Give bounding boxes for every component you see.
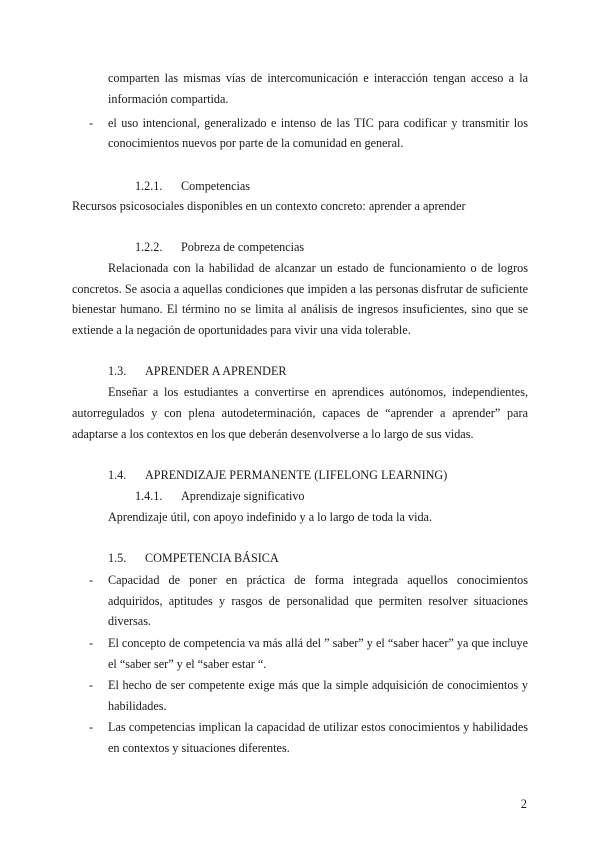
bullet-marker: - xyxy=(89,720,94,734)
paragraph-line: extiende a la negación de oportunidades para vivir una vida tolerable. xyxy=(72,323,411,337)
section-number: 1.3. xyxy=(108,364,127,378)
bullet-text-line3: diversas. xyxy=(108,614,151,628)
paragraph-line: autorregulados y con plena autodeterminación, capaces de “aprender a aprender” para xyxy=(72,406,528,420)
paragraph-line: concretos. Se asocia a aquellas condiciones que impiden a las personas disfrutar de suficiente xyxy=(72,282,528,296)
bullet-marker: - xyxy=(89,573,94,587)
section-title: APRENDIZAJE PERMANENTE (LIFELONG LEARNING) xyxy=(145,468,448,482)
bullet-text-line1: Capacidad de poner en práctica de forma integrada aquellos conocimientos xyxy=(108,573,528,587)
paragraph-continuation-line2: información compartida. xyxy=(108,92,229,106)
section-title: Aprendizaje significativo xyxy=(181,489,305,503)
section-heading-1-5 xyxy=(108,548,279,569)
section-heading-1-3 xyxy=(108,361,287,382)
section-number: 1.2.1. xyxy=(135,179,163,193)
paragraph-line: Enseñar a los estudiantes a convertirse en aprendices autónomos, independientes, xyxy=(108,385,528,399)
page-number: 2 xyxy=(520,797,527,811)
section-text-1-4-1: Aprendizaje útil, con apoyo indefinido y a lo largo de toda la vida. xyxy=(108,510,433,524)
bullet-marker: - xyxy=(89,678,94,692)
section-heading-1-2-2 xyxy=(135,237,304,258)
section-number: 1.4.1. xyxy=(135,489,163,503)
bullet-text-line2: el “saber ser” y el “saber estar “. xyxy=(108,657,267,671)
bullet-text-line2: adquiridos, aptitudes y rasgos de personalidad que permiten resolver situaciones xyxy=(108,594,528,608)
bullet-text-line1: El concepto de competencia va más allá del ” saber” y el “saber hacer” ya que incluye xyxy=(108,636,528,650)
section-title: Pobreza de competencias xyxy=(181,240,305,254)
section-number: 1.5. xyxy=(108,551,127,565)
section-title: APRENDER A APRENDER xyxy=(145,364,287,378)
bullet-text-line2: habilidades. xyxy=(108,699,167,713)
bullet-text-line2: en contextos y situaciones diferentes. xyxy=(108,741,290,755)
section-heading-1-4 xyxy=(108,465,447,486)
section-number: 1.2.2. xyxy=(135,240,163,254)
bullet-text-line1: El hecho de ser competente exige más que la simple adquisición de conocimientos y xyxy=(108,678,528,692)
bullet-text-line1: el uso intencional, generalizado e intenso de las TIC para codificar y transmitir los xyxy=(108,116,528,130)
paragraph-line: bienestar humano. El término no se limita al análisis de ingresos insuficientes, sino que se xyxy=(72,302,528,316)
bullet-text-line2: conocimientos nuevos por parte de la comunidad en general. xyxy=(108,136,404,150)
paragraph-continuation-line1: comparten las mismas vías de intercomunicación e interacción tengan acceso a la xyxy=(108,71,528,85)
section-title: COMPETENCIA BÁSICA xyxy=(145,551,279,565)
paragraph-line: Relacionada con la habilidad de alcanzar un estado de funcionamiento o de logros xyxy=(108,261,528,275)
section-heading-1-2-1 xyxy=(135,176,250,197)
bullet-marker: - xyxy=(89,116,94,130)
section-heading-1-4-1 xyxy=(135,486,305,507)
bullet-text-line1: Las competencias implican la capacidad de utilizar estos conocimientos y habilidades xyxy=(108,720,528,734)
bullet-marker: - xyxy=(89,636,94,650)
section-title: Competencias xyxy=(181,179,251,193)
section-text-1-2-1: Recursos psicosociales disponibles en un contexto concreto: aprender a aprender xyxy=(72,199,466,213)
section-number: 1.4. xyxy=(108,468,127,482)
paragraph-line: adaptarse a los contextos en los que deberán desenvolverse a lo largo de sus vidas. xyxy=(72,427,474,441)
